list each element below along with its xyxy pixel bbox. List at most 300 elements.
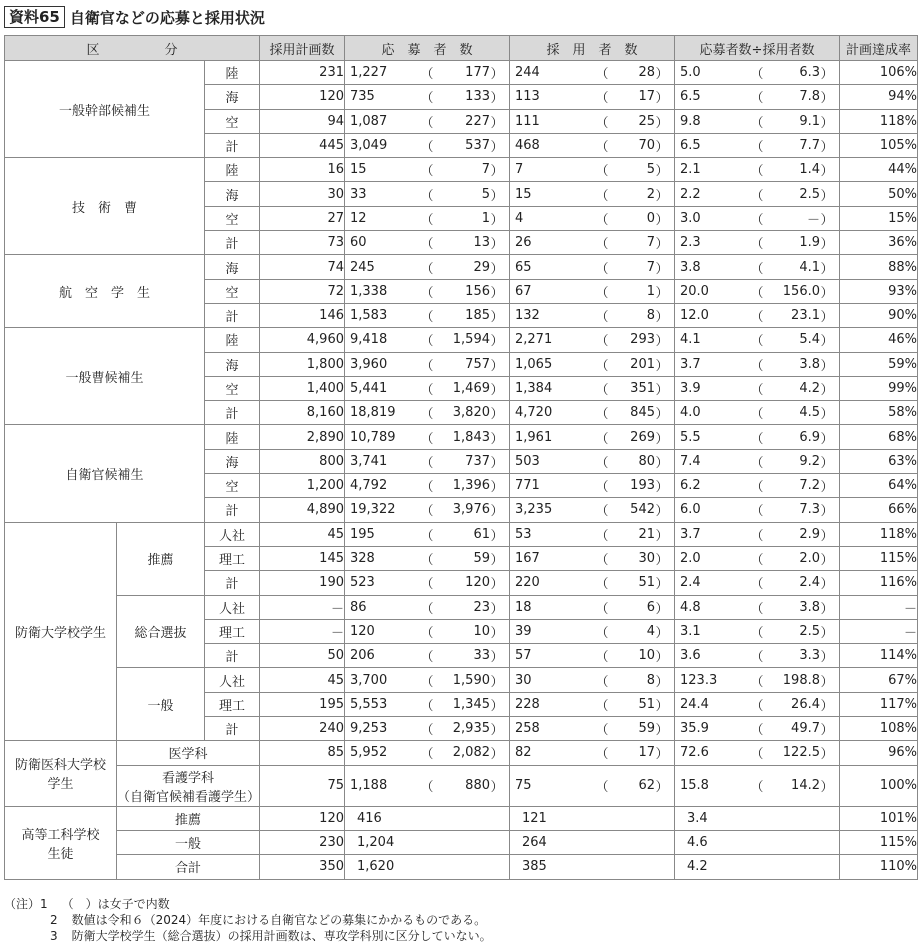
ratio-cell: 4.0 （ 4.5 ）	[675, 401, 840, 425]
applicants-cell-female: 537	[465, 138, 490, 154]
applicants-cell-total: 18,819	[350, 405, 396, 421]
hired-cell-total: 228	[515, 696, 540, 712]
plan-cell: 240	[260, 717, 345, 741]
hired-cell: 3,235 （ 542 ）	[510, 498, 675, 522]
applicants-cell: 206 （ 33 ）	[345, 644, 510, 668]
hired-cell-female: 193	[630, 478, 655, 494]
applicants-cell-female: 133	[465, 89, 490, 105]
applicants-cell-female: 10	[473, 623, 490, 639]
ratio-cell-total: 9.8	[680, 113, 701, 129]
department-label: 医学科	[117, 741, 260, 765]
achievement-cell: 64%	[840, 474, 918, 498]
ratio-cell: 4.2	[675, 855, 840, 879]
table-row	[5, 61, 918, 85]
ratio-cell: 3.4	[675, 806, 840, 830]
plan-cell: 30	[260, 182, 345, 206]
applicants-cell: 1,583 （ 185 ）	[345, 303, 510, 327]
ratio-cell: 15.8 （ 14.2 ）	[675, 765, 840, 806]
applicants-cell-total: 5,553	[350, 696, 388, 712]
hired-cell-female: 17	[638, 745, 655, 761]
branch-label: 計	[205, 133, 260, 157]
ratio-cell-female: 122.5	[782, 745, 820, 761]
branch-label: 陸	[205, 61, 260, 85]
ratio-cell: 123.3 （ 198.8 ）	[675, 668, 840, 692]
hired-cell: 258 （ 59 ）	[510, 717, 675, 741]
plan-cell: －	[260, 595, 345, 619]
ratio-cell-female: 5.4	[799, 332, 820, 348]
plan-cell: 74	[260, 255, 345, 279]
achievement-cell: 106%	[840, 61, 918, 85]
hired-cell-total: 57	[515, 648, 532, 664]
hired-cell-female: 0	[646, 210, 655, 226]
ratio-cell: 3.8 （ 4.1 ）	[675, 255, 840, 279]
branch-label: 陸	[205, 328, 260, 352]
applicants-cell-female: 1,345	[452, 696, 490, 712]
ratio-cell: 3.6 （ 3.3 ）	[675, 644, 840, 668]
hired-cell: 75 （ 62 ）	[510, 765, 675, 806]
plan-cell: －	[260, 619, 345, 643]
note-1: （注）1 （ ）は女子で内数	[4, 897, 170, 911]
hired-cell-total: 7	[515, 162, 524, 178]
hired-cell: 39 （ 4 ）	[510, 619, 675, 643]
achievement-cell: －	[840, 595, 918, 619]
ratio-cell-female: 4.2	[799, 381, 820, 396]
page-title: 自衛官などの応募と採用状況	[69, 8, 265, 27]
plan-cell: 27	[260, 206, 345, 230]
plan-cell: 73	[260, 231, 345, 255]
hired-cell-female: 10	[638, 648, 655, 664]
achievement-cell: 115%	[840, 546, 918, 570]
applicants-cell: 9,253 （ 2,935 ）	[345, 717, 510, 741]
applicants-cell-total: 19,322	[350, 502, 396, 518]
ratio-cell-female: 6.9	[799, 429, 820, 445]
hired-cell-total: 1,961	[515, 429, 553, 445]
achievement-cell: 50%	[840, 182, 918, 206]
hired-cell: 26 （ 7 ）	[510, 231, 675, 255]
applicants-cell: 1,188 （ 880 ）	[345, 765, 510, 806]
hired-cell-total: 220	[515, 575, 540, 591]
ratio-cell-total: 3.0	[680, 210, 701, 226]
ratio-cell: 4.6	[675, 830, 840, 854]
applicants-cell: 3,700 （ 1,590 ）	[345, 668, 510, 692]
hired-cell-total: 4	[515, 210, 524, 226]
applicants-cell: 9,418 （ 1,594 ）	[345, 328, 510, 352]
plan-cell: 4,960	[260, 328, 345, 352]
applicants-cell-total: 9,418	[350, 332, 388, 348]
branch-label: 空	[205, 206, 260, 230]
branch-label: 海	[205, 449, 260, 473]
ratio-cell-female: 3.8	[799, 356, 820, 372]
achievement-cell: 90%	[840, 303, 918, 327]
hired-cell-female: 2	[646, 186, 655, 202]
hired-cell: 4 （ 0 ）	[510, 206, 675, 230]
applicants-cell-total: 1,188	[350, 778, 388, 794]
table-row	[5, 328, 918, 352]
col-plan: 採用計画数	[260, 36, 345, 61]
applicants-cell: 735 （ 133 ）	[345, 85, 510, 109]
ratio-cell: 6.5 （ 7.8 ）	[675, 85, 840, 109]
hired-cell: 111 （ 25 ）	[510, 109, 675, 133]
course-label: 人社	[205, 668, 260, 692]
course-label: 一般	[117, 830, 260, 854]
ratio-cell: 35.9 （ 49.7 ）	[675, 717, 840, 741]
hired-cell-female: 6	[646, 599, 655, 615]
ratio-cell-total: 3.7	[680, 526, 701, 542]
header	[4, 5, 265, 29]
achievement-cell: 94%	[840, 85, 918, 109]
ratio-cell-female: 9.1	[799, 113, 820, 129]
applicants-cell-female: 185	[465, 308, 490, 324]
branch-label: 空	[205, 109, 260, 133]
group-label: 一般曹候補生	[5, 328, 205, 425]
hired-cell: 15 （ 2 ）	[510, 182, 675, 206]
subgroup-label: 総合選抜	[117, 595, 205, 668]
hired-cell-total: 26	[515, 235, 532, 251]
applicants-cell-female: 2,082	[452, 745, 490, 761]
hired-cell: 4,720 （ 845 ）	[510, 401, 675, 425]
ratio-cell-total: 72.6	[680, 745, 709, 761]
hired-cell: 67 （ 1 ）	[510, 279, 675, 303]
hired-cell-total: 65	[515, 259, 532, 275]
plan-cell: 75	[260, 765, 345, 806]
ratio-cell-female: 2.5	[799, 186, 820, 202]
hired-cell: 244 （ 28 ）	[510, 61, 675, 85]
table-row	[5, 765, 918, 806]
applicants-cell-total: 5,952	[350, 745, 388, 761]
ratio-cell-female: 9.2	[799, 453, 820, 469]
branch-label: 海	[205, 352, 260, 376]
plan-cell: 145	[260, 546, 345, 570]
branch-label: 計	[205, 401, 260, 425]
ratio-cell: 6.0 （ 7.3 ）	[675, 498, 840, 522]
applicants-cell-total: 9,253	[350, 721, 388, 737]
applicants-cell-total: 3,700	[350, 672, 388, 688]
applicants-cell: 60 （ 13 ）	[345, 231, 510, 255]
plan-cell: 1,400	[260, 376, 345, 400]
ratio-cell-female: －	[806, 212, 820, 228]
applicants-cell: 19,322 （ 3,976 ）	[345, 498, 510, 522]
ratio-cell: 4.8 （ 3.8 ）	[675, 595, 840, 619]
ratio-cell-female: 26.4	[791, 696, 820, 712]
header-row	[5, 36, 918, 61]
course-label: 合計	[117, 855, 260, 879]
ratio-cell-female: 4.1	[799, 259, 820, 275]
applicants-cell-total: 10,789	[350, 429, 396, 445]
ratio-cell-total: 5.5	[680, 429, 701, 445]
hired-cell-female: 21	[638, 526, 655, 542]
ratio-cell-total: 4.8	[680, 599, 701, 615]
achievement-cell: 114%	[840, 644, 918, 668]
hired-cell: 228 （ 51 ）	[510, 692, 675, 716]
achievement-cell: 108%	[840, 717, 918, 741]
table-row	[5, 668, 918, 692]
plan-cell: 190	[260, 571, 345, 595]
hired-cell-total: 53	[515, 526, 532, 542]
branch-label: 陸	[205, 158, 260, 182]
hired-cell-female: 542	[630, 502, 655, 518]
hired-cell: 385	[510, 855, 675, 879]
hired-cell-total: 82	[515, 745, 532, 761]
applicants-cell-total: 15	[350, 162, 367, 178]
group-label: 一般幹部候補生	[5, 61, 205, 158]
ratio-cell: 3.9 （ 4.2 ）	[675, 376, 840, 400]
plan-cell: 230	[260, 830, 345, 854]
hired-cell: 113 （ 17 ）	[510, 85, 675, 109]
applicants-cell: 1,087 （ 227 ）	[345, 109, 510, 133]
ratio-cell-total: 6.5	[680, 138, 701, 154]
hired-cell-total: 4,720	[515, 405, 553, 421]
applicants-cell: 195 （ 61 ）	[345, 522, 510, 546]
applicants-cell: 15 （ 7 ）	[345, 158, 510, 182]
plan-cell: 4,890	[260, 498, 345, 522]
hired-cell-female: 845	[630, 405, 655, 421]
ratio-cell-female: 2.4	[799, 575, 820, 591]
course-label: 理工	[205, 692, 260, 716]
branch-label: 空	[205, 279, 260, 303]
achievement-cell: －	[840, 619, 918, 643]
ratio-cell: 3.7 （ 3.8 ）	[675, 352, 840, 376]
subgroup-label: 推薦	[117, 522, 205, 595]
ratio-cell: 3.1 （ 2.5 ）	[675, 619, 840, 643]
achievement-cell: 117%	[840, 692, 918, 716]
applicants-cell: 1,204	[345, 830, 510, 854]
plan-cell: 85	[260, 741, 345, 765]
applicants-cell-female: 33	[473, 648, 490, 664]
ratio-cell-total: 6.5	[680, 89, 701, 105]
hired-cell: 264	[510, 830, 675, 854]
applicants-cell-female: 177	[465, 65, 490, 81]
achievement-cell: 67%	[840, 668, 918, 692]
hired-cell-total: 468	[515, 138, 540, 154]
hired-cell: 121	[510, 806, 675, 830]
table-row	[5, 595, 918, 619]
applicants-cell: 5,952 （ 2,082 ）	[345, 741, 510, 765]
hired-cell-total: 15	[515, 186, 532, 202]
group-label: 防衛大学校学生	[5, 522, 117, 741]
achievement-cell: 118%	[840, 522, 918, 546]
col-applicants: 応 募 者 数	[345, 36, 510, 61]
applicants-cell-total: 4,792	[350, 478, 388, 494]
subgroup-label: 一般	[117, 668, 205, 741]
applicants-cell-total: 3,049	[350, 138, 388, 154]
applicants-cell: 86 （ 23 ）	[345, 595, 510, 619]
applicants-cell-total: 245	[350, 259, 375, 275]
applicants-cell-female: 61	[473, 526, 490, 542]
ratio-cell: 2.1 （ 1.4 ）	[675, 158, 840, 182]
ratio-cell-female: 1.4	[799, 162, 820, 178]
hired-cell-total: 244	[515, 65, 540, 81]
achievement-cell: 118%	[840, 109, 918, 133]
applicants-cell-female: 1,469	[452, 381, 490, 396]
ratio-cell: 24.4 （ 26.4 ）	[675, 692, 840, 716]
plan-cell: 1,200	[260, 474, 345, 498]
achievement-cell: 66%	[840, 498, 918, 522]
course-label: 人社	[205, 595, 260, 619]
ratio-cell: 3.7 （ 2.9 ）	[675, 522, 840, 546]
table-row	[5, 158, 918, 182]
branch-label: 計	[205, 303, 260, 327]
applicants-cell: 3,741 （ 737 ）	[345, 449, 510, 473]
achievement-cell: 110%	[840, 855, 918, 879]
applicants-cell-total: 3,960	[350, 356, 388, 372]
applicants-cell-female: 156	[465, 283, 490, 299]
ratio-cell: 9.8 （ 9.1 ）	[675, 109, 840, 133]
hired-cell-female: 59	[638, 721, 655, 737]
applicants-cell-total: 1,583	[350, 308, 388, 324]
plan-cell: 146	[260, 303, 345, 327]
achievement-cell: 15%	[840, 206, 918, 230]
ratio-cell: 6.2 （ 7.2 ）	[675, 474, 840, 498]
applicants-cell-female: 227	[465, 113, 490, 129]
applicants-cell: 1,620	[345, 855, 510, 879]
table-row	[5, 806, 918, 830]
hired-cell-total: 30	[515, 672, 532, 688]
plan-cell: 445	[260, 133, 345, 157]
applicants-cell: 1,338 （ 156 ）	[345, 279, 510, 303]
department-label: 看護学科 （自衛官候補看護学生）	[117, 765, 260, 806]
col-hired: 採 用 者 数	[510, 36, 675, 61]
hired-cell: 57 （ 10 ）	[510, 644, 675, 668]
branch-label: 海	[205, 85, 260, 109]
ratio-cell-female: 2.9	[799, 526, 820, 542]
hired-cell-female: 4	[646, 623, 655, 639]
applicants-cell-female: 7	[481, 162, 490, 178]
plan-cell: 800	[260, 449, 345, 473]
applicants-cell: 416	[345, 806, 510, 830]
achievement-cell: 46%	[840, 328, 918, 352]
achievement-cell: 36%	[840, 231, 918, 255]
hired-cell-female: 351	[630, 381, 655, 396]
hired-cell: 30 （ 8 ）	[510, 668, 675, 692]
hired-cell-total: 2,271	[515, 332, 553, 348]
achievement-cell: 100%	[840, 765, 918, 806]
ratio-cell-total: 123.3	[680, 672, 718, 688]
hired-cell-female: 62	[638, 778, 655, 794]
applicants-cell-total: 195	[350, 526, 375, 542]
ratio-cell-total: 24.4	[680, 696, 709, 712]
ratio-cell-total: 3.1	[680, 623, 701, 639]
col-category: 区 分	[5, 36, 260, 61]
achievement-cell: 101%	[840, 806, 918, 830]
hired-cell-female: 5	[646, 162, 655, 178]
applicants-cell-female: 1,396	[452, 478, 490, 494]
col-achievement: 計画達成率	[840, 36, 918, 61]
achievement-cell: 116%	[840, 571, 918, 595]
note-2: 2 数値は令和６（2024）年度における自衛官などの募集にかかるものである。	[50, 913, 487, 927]
ratio-cell-total: 7.4	[680, 453, 701, 469]
hired-cell-total: 1,384	[515, 381, 553, 396]
ratio-cell-female: 14.2	[791, 778, 820, 794]
applicants-cell-total: 735	[350, 89, 375, 105]
achievement-cell: 63%	[840, 449, 918, 473]
ratio-cell-female: 49.7	[791, 721, 820, 737]
ratio-cell: 4.1 （ 5.4 ）	[675, 328, 840, 352]
ratio-cell-total: 15.8	[680, 778, 709, 794]
hired-cell-female: 7	[646, 259, 655, 275]
course-label: 計	[205, 644, 260, 668]
course-label: 人社	[205, 522, 260, 546]
col-ratio: 応募者数÷採用者数	[675, 36, 840, 61]
hired-cell: 132 （ 8 ）	[510, 303, 675, 327]
applicants-cell: 3,960 （ 757 ）	[345, 352, 510, 376]
applicants-cell-total: 86	[350, 599, 367, 615]
hired-cell: 82 （ 17 ）	[510, 741, 675, 765]
plan-cell: 94	[260, 109, 345, 133]
ratio-cell-total: 4.0	[680, 405, 701, 421]
applicants-cell-female: 1,590	[452, 672, 490, 688]
applicants-cell: 10,789 （ 1,843 ）	[345, 425, 510, 449]
applicants-cell: 245 （ 29 ）	[345, 255, 510, 279]
hired-cell-female: 7	[646, 235, 655, 251]
ratio-cell-total: 2.2	[680, 186, 701, 202]
hired-cell: 1,384 （ 351 ）	[510, 376, 675, 400]
ratio-cell-total: 12.0	[680, 308, 709, 324]
applicants-cell-total: 523	[350, 575, 375, 591]
hired-cell-total: 771	[515, 478, 540, 494]
branch-label: 計	[205, 231, 260, 255]
table-row	[5, 425, 918, 449]
applicants-cell: 328 （ 59 ）	[345, 546, 510, 570]
achievement-cell: 44%	[840, 158, 918, 182]
group-label: 技 術 曹	[5, 158, 205, 255]
hired-cell: 167 （ 30 ）	[510, 546, 675, 570]
ratio-cell-total: 6.2	[680, 478, 701, 494]
branch-label: 計	[205, 498, 260, 522]
applicants-cell-female: 59	[473, 551, 490, 567]
hired-cell: 468 （ 70 ）	[510, 133, 675, 157]
ratio-cell-female: 1.9	[799, 235, 820, 251]
hired-cell-total: 39	[515, 623, 532, 639]
ratio-cell: 72.6 （ 122.5 ）	[675, 741, 840, 765]
applicants-cell-total: 120	[350, 623, 375, 639]
hired-cell-female: 28	[638, 65, 655, 81]
hired-cell: 18 （ 6 ）	[510, 595, 675, 619]
ratio-cell-female: 7.7	[799, 138, 820, 154]
ratio-cell: 12.0 （ 23.1 ）	[675, 303, 840, 327]
plan-cell: 120	[260, 806, 345, 830]
hired-cell-total: 503	[515, 453, 540, 469]
achievement-cell: 96%	[840, 741, 918, 765]
applicants-cell-female: 120	[465, 575, 490, 591]
branch-label: 陸	[205, 425, 260, 449]
hired-cell: 771 （ 193 ）	[510, 474, 675, 498]
plan-cell: 45	[260, 522, 345, 546]
group-label: 高等工科学校 生徒	[5, 806, 117, 879]
ratio-cell-female: 6.3	[799, 65, 820, 81]
ratio-cell: 3.0 （ － ）	[675, 206, 840, 230]
plan-cell: 72	[260, 279, 345, 303]
course-label: 理工	[205, 546, 260, 570]
applicants-cell: 33 （ 5 ）	[345, 182, 510, 206]
plan-cell: 120	[260, 85, 345, 109]
achievement-cell: 68%	[840, 425, 918, 449]
hired-cell-total: 167	[515, 551, 540, 567]
plan-cell: 350	[260, 855, 345, 879]
hired-cell-female: 17	[638, 89, 655, 105]
plan-cell: 195	[260, 692, 345, 716]
achievement-cell: 99%	[840, 376, 918, 400]
applicants-cell-total: 12	[350, 210, 367, 226]
ratio-cell: 5.5 （ 6.9 ）	[675, 425, 840, 449]
hired-cell: 7 （ 5 ）	[510, 158, 675, 182]
hired-cell-total: 1,065	[515, 356, 553, 372]
group-label: 自衛官候補生	[5, 425, 205, 522]
hired-cell-female: 269	[630, 429, 655, 445]
applicants-cell-female: 23	[473, 599, 490, 615]
hired-cell-female: 30	[638, 551, 655, 567]
ratio-cell-female: 7.2	[799, 478, 820, 494]
ratio-cell-total: 35.9	[680, 721, 709, 737]
